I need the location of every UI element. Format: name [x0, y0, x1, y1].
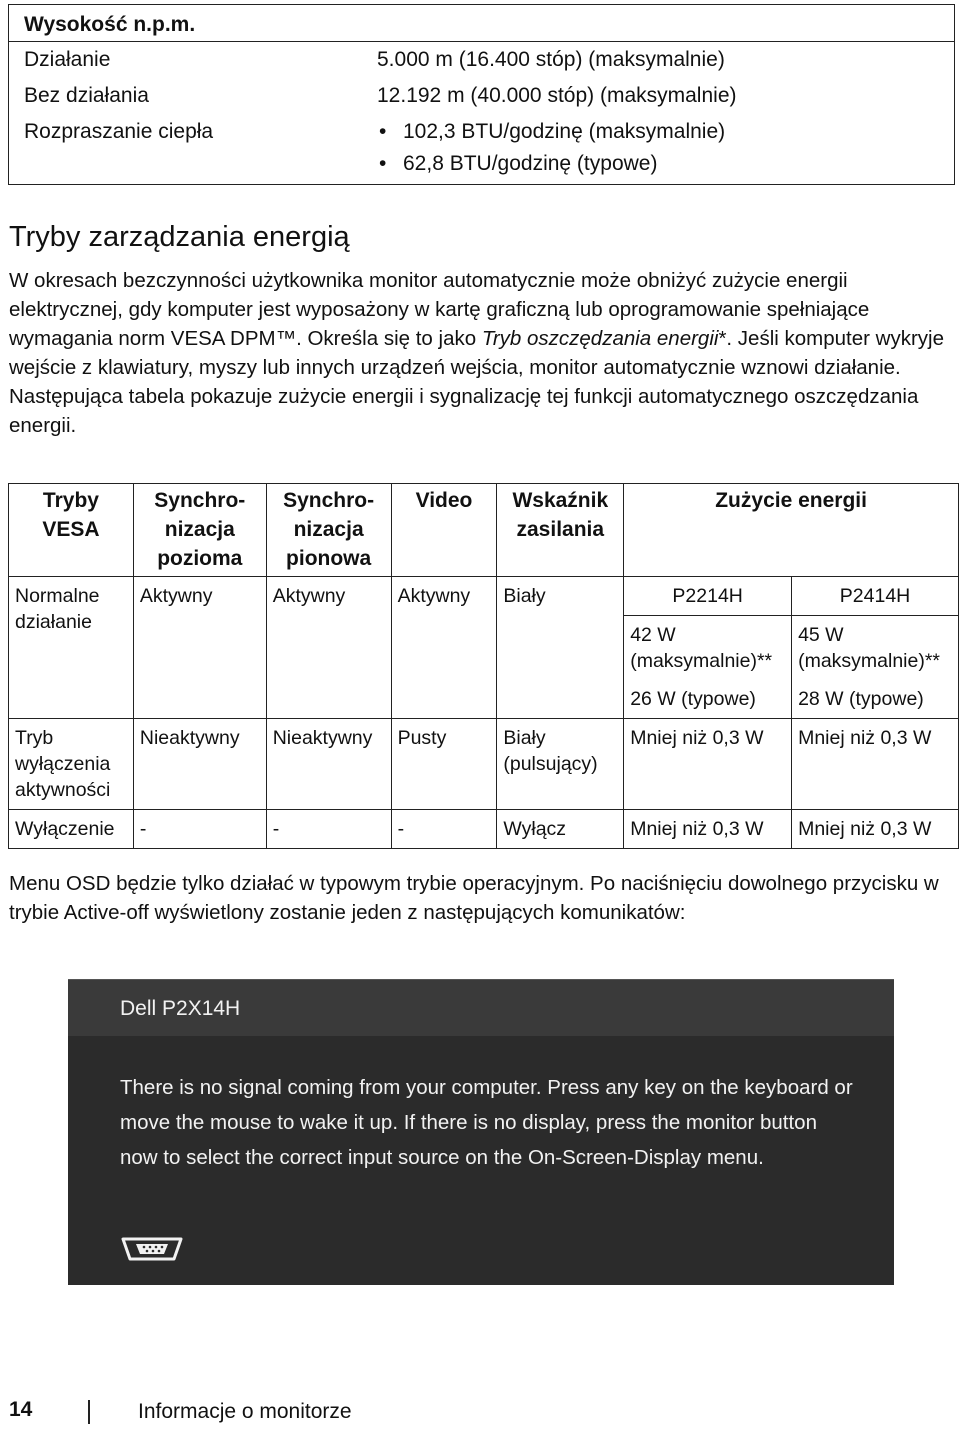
heat-dissipation-values	[357, 114, 954, 184]
max-power-p2414h: 45 W (maksymalnie)**	[792, 616, 959, 681]
mode-normal: Normalne działanie	[9, 577, 134, 719]
video-off: -	[391, 810, 497, 849]
mode-off: Wyłączenie	[9, 810, 134, 849]
table-row-off	[9, 810, 959, 849]
page-number-text: 14	[9, 1398, 33, 1421]
power-active-off-p2214h: Mniej niż 0,3 W	[624, 719, 792, 810]
intro-paragraph	[9, 266, 954, 440]
header-h-sync: Synchro-nizacja pozioma	[133, 484, 266, 577]
altitude-heading: Wysokość n.p.m.	[24, 13, 196, 36]
led-off: Wyłącz	[497, 810, 624, 849]
osd-header	[68, 980, 894, 1036]
header-v-sync: Synchro-nizacja pionowa	[266, 484, 391, 577]
header-power-indicator: Wskaźnik zasilania	[497, 484, 624, 577]
power-active-off-p2414h: Mniej niż 0,3 W	[792, 719, 959, 810]
max-power-p2214h: 42 W (maksymalnie)**	[624, 616, 792, 681]
h-sync-active-off: Nieaktywny	[133, 719, 266, 810]
led-active-off: Biały (pulsujący)	[497, 719, 624, 810]
footer-section-title: Informacje o monitorze	[138, 1400, 352, 1423]
h-sync-off: -	[133, 810, 266, 849]
intro-text: W okresach bezczynności użytkownika monitor automatycznie może obniżyć zużycie energii elektrycznej, gdy komputer jest wyposażony w kartę graficzną lub oprogramowanie spełniające wymagania norm VESA DPM™. Określa się to jako	[9, 269, 870, 350]
video-active-off: Pusty	[391, 719, 497, 810]
page-number	[9, 1398, 32, 1422]
altitude-label: Bez działania	[24, 84, 149, 107]
osd-message: There is no signal coming from your computer. Press any key on the keyboard or move the mouse to wake it up. If there is no display, press the monitor button now to select the correct input source on the On-Screen-Display menu.	[120, 1076, 853, 1169]
altitude-value: 5.000 m (16.400 stóp) (maksymalnie)	[377, 48, 725, 71]
header-vesa-modes: Tryby VESA	[9, 484, 134, 577]
video-normal: Aktywny	[391, 577, 497, 719]
model-p2414h: P2414H	[792, 577, 959, 616]
typ-power-p2414h: 28 W (typowe)	[792, 680, 959, 719]
intro-italic-term: Tryb oszczędzania energii	[481, 327, 719, 350]
v-sync-off: -	[266, 810, 391, 849]
osd-message-screenshot	[68, 979, 894, 1285]
altitude-row-nonoperating	[9, 78, 954, 114]
mode-active-off: Tryb wyłączenia aktywności	[9, 719, 134, 810]
heat-typical-value: • 62,8 BTU/godzinę (typowe)	[377, 152, 954, 176]
osd-note: Menu OSD będzie tylko działać w typowym trybie operacyjnym. Po naciśnięciu dowolnego przycisku w trybie Active-off wyświetlony zostanie jeden z następujących komunikatów:	[9, 872, 939, 924]
table-row-normal	[9, 577, 959, 616]
altitude-row-operating	[9, 41, 954, 78]
header-power-consumption: Zużycie energii	[624, 484, 959, 577]
typ-power-p2214h: 26 W (typowe)	[624, 680, 792, 719]
v-sync-normal: Aktywny	[266, 577, 391, 719]
heat-dissipation-row	[9, 114, 954, 184]
table-header-row	[9, 484, 959, 577]
header-video: Video	[391, 484, 497, 577]
section-title: Tryby zarządzania energią	[9, 221, 350, 253]
power-off-p2214h: Mniej niż 0,3 W	[624, 810, 792, 849]
altitude-heading-row	[9, 5, 954, 41]
led-normal: Biały	[497, 577, 624, 719]
altitude-label: Działanie	[24, 48, 111, 71]
osd-title: Dell P2X14H	[120, 997, 241, 1020]
h-sync-normal: Aktywny	[133, 577, 266, 719]
heat-dissipation-label: Rozpraszanie ciepła	[24, 120, 214, 143]
heat-max-value: • 102,3 BTU/godzinę (maksymalnie)	[377, 120, 954, 144]
power-off-p2414h: Mniej niż 0,3 W	[792, 810, 959, 849]
altitude-table	[8, 4, 955, 185]
power-modes-table	[8, 483, 959, 849]
intro-text-end: *. Jeśli komputer wykryje wejście z klawiatury, myszy lub innych urządzeń wejścia, monitor automatycznie wznowi działanie. Następująca tabela pokazuje zużycie energii i sygnalizację tej funkcji automatycznego oszczędzania energii.	[9, 327, 944, 437]
model-p2214h: P2214H	[624, 577, 792, 616]
altitude-value: 12.192 m (40.000 stóp) (maksymalnie)	[377, 84, 737, 107]
footer-divider	[88, 1400, 90, 1424]
table-row-active-off	[9, 719, 959, 810]
v-sync-active-off: Nieaktywny	[266, 719, 391, 810]
vga-connector-icon	[120, 1236, 184, 1267]
